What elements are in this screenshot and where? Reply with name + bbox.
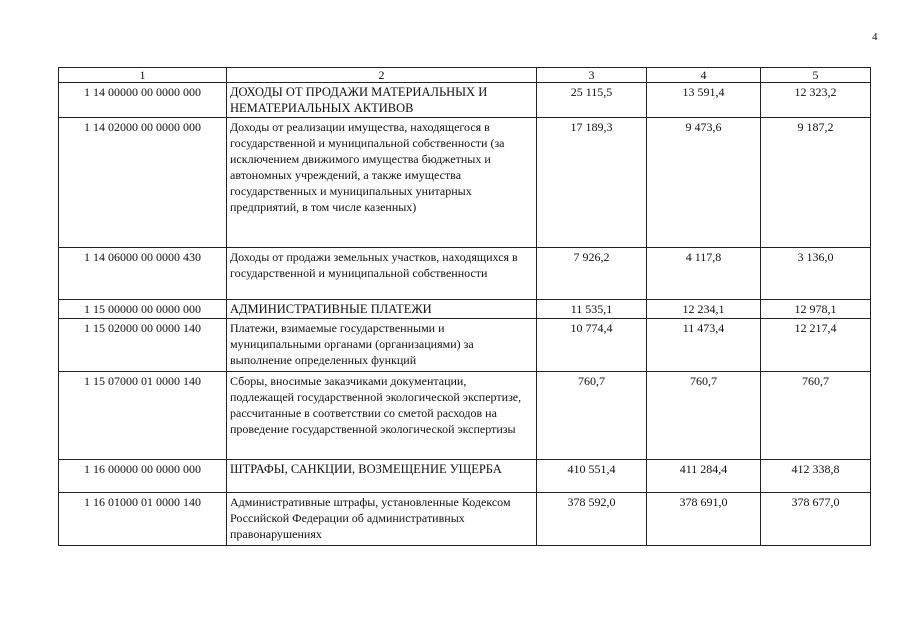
value-cell: 12 217,4 (761, 319, 871, 372)
value-cell: 760,7 (537, 372, 647, 460)
table-row (59, 300, 871, 319)
column-header: 2 (227, 68, 537, 83)
table-row (59, 493, 871, 546)
value-cell: 9 187,2 (761, 118, 871, 248)
value-cell: 410 551,4 (537, 460, 647, 493)
budget-code-cell: 1 15 00000 00 0000 000 (59, 300, 227, 319)
description-cell: Сборы, вносимые заказчиками документации, подлежащей государственной экологической экспертизе, рассчитанные в соответствии со сметой расходов на проведение государственной экологической экспертизы (227, 372, 537, 460)
page-number: 4 (872, 31, 878, 43)
value-cell: 760,7 (761, 372, 871, 460)
description-cell: Доходы от реализации имущества, находящегося в государственной и муниципальной собственности (за исключением движимого имущества бюджетных и автономных учреждений, а также имущества государственных и муниципальных унитарных предприятий, в том числе казенных) (227, 118, 537, 248)
value-cell: 4 117,8 (647, 248, 761, 300)
table-row (59, 248, 871, 300)
column-header: 3 (537, 68, 647, 83)
value-cell: 3 136,0 (761, 248, 871, 300)
value-cell: 11 473,4 (647, 319, 761, 372)
table-row (59, 118, 871, 248)
value-cell: 12 978,1 (761, 300, 871, 319)
description-cell: АДМИНИСТРАТИВНЫЕ ПЛАТЕЖИ (227, 300, 537, 319)
value-cell: 378 592,0 (537, 493, 647, 546)
column-header: 5 (761, 68, 871, 83)
value-cell: 7 926,2 (537, 248, 647, 300)
description-cell: ДОХОДЫ ОТ ПРОДАЖИ МАТЕРИАЛЬНЫХ И НЕМАТЕРИАЛЬНЫХ АКТИВОВ (227, 83, 537, 118)
table-row (59, 460, 871, 493)
description-cell: Доходы от продажи земельных участков, находящихся в государственной и муниципальной собственности (227, 248, 537, 300)
budget-code-cell: 1 14 02000 00 0000 000 (59, 118, 227, 248)
value-cell: 411 284,4 (647, 460, 761, 493)
value-cell: 11 535,1 (537, 300, 647, 319)
value-cell: 13 591,4 (647, 83, 761, 118)
budget-code-cell: 1 16 00000 00 0000 000 (59, 460, 227, 493)
description-cell: ШТРАФЫ, САНКЦИИ, ВОЗМЕЩЕНИЕ УЩЕРБА (227, 460, 537, 493)
column-header: 4 (647, 68, 761, 83)
budget-code-cell: 1 15 07000 01 0000 140 (59, 372, 227, 460)
revenue-table (58, 67, 871, 546)
value-cell: 378 691,0 (647, 493, 761, 546)
value-cell: 9 473,6 (647, 118, 761, 248)
value-cell: 12 323,2 (761, 83, 871, 118)
header-row (59, 68, 871, 83)
value-cell: 25 115,5 (537, 83, 647, 118)
value-cell: 10 774,4 (537, 319, 647, 372)
description-cell: Административные штрафы, установленные Кодексом Российской Федерации об административных правонарушениях (227, 493, 537, 546)
budget-code-cell: 1 15 02000 00 0000 140 (59, 319, 227, 372)
table-row (59, 372, 871, 460)
budget-code-cell: 1 14 06000 00 0000 430 (59, 248, 227, 300)
table-row (59, 83, 871, 118)
value-cell: 17 189,3 (537, 118, 647, 248)
budget-code-cell: 1 14 00000 00 0000 000 (59, 83, 227, 118)
description-cell: Платежи, взимаемые государственными и муниципальными органами (организациями) за выполнение определенных функций (227, 319, 537, 372)
value-cell: 412 338,8 (761, 460, 871, 493)
table-row (59, 319, 871, 372)
value-cell: 378 677,0 (761, 493, 871, 546)
value-cell: 760,7 (647, 372, 761, 460)
column-header: 1 (59, 68, 227, 83)
value-cell: 12 234,1 (647, 300, 761, 319)
budget-code-cell: 1 16 01000 01 0000 140 (59, 493, 227, 546)
